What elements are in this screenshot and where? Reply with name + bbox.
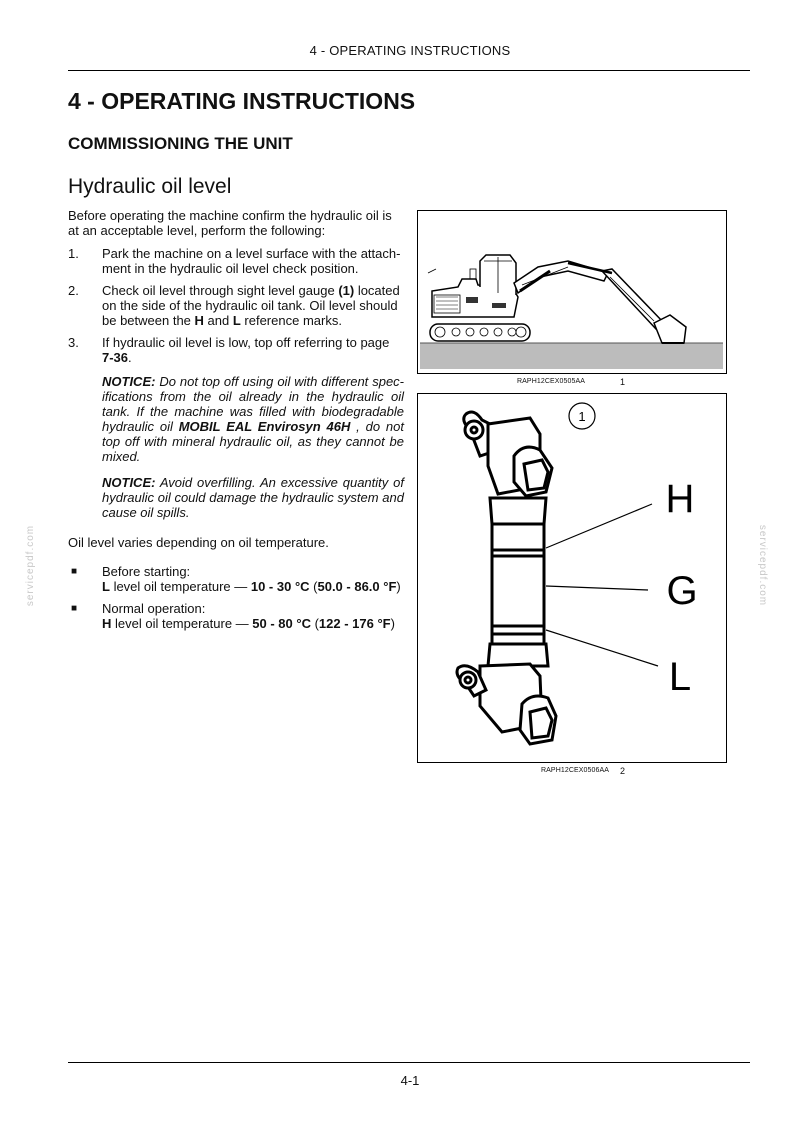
mark-l: L xyxy=(668,655,692,699)
section-title: COMMISSIONING THE UNIT xyxy=(68,134,293,153)
bullet-title: Before starting: xyxy=(102,564,191,579)
notice-2: NOTICE: Avoid overfilling. An excessive quantity of hydraulic oil could damage the hydraulic system and cause oil spills. xyxy=(102,475,404,520)
figure-2-number: 2 xyxy=(620,766,626,776)
bullet-icon: ■ xyxy=(71,566,78,577)
watermark-right: servicepdf.com xyxy=(757,524,769,607)
intro-paragraph: Before operating the machine confirm the hydraulic oil is at an acceptable level, perform the following: xyxy=(68,208,392,238)
step-1 xyxy=(68,246,404,278)
excavator-illustration xyxy=(418,211,726,373)
mark-h: H xyxy=(665,477,695,521)
header-rule xyxy=(68,70,750,71)
notice-label: NOTICE: xyxy=(102,475,156,490)
watermark-left: servicepdf.com xyxy=(25,524,37,607)
oil-product-name: MOBIL EAL Envirosyn 46H xyxy=(178,419,351,434)
figure-sight-gauge xyxy=(417,393,727,763)
footer-rule xyxy=(68,1062,750,1063)
bullet-normal-operation: ■ Normal operation: H level oil temperature — 50 - 80 °C (122 - 176 °F) xyxy=(71,601,395,631)
running-header: 4 - OPERATING INSTRUCTIONS xyxy=(309,43,511,58)
figure-1-number: 1 xyxy=(620,377,626,387)
step-3 xyxy=(68,335,404,367)
chapter-title: 4 - OPERATING INSTRUCTIONS xyxy=(68,88,416,114)
step-number: 1. xyxy=(68,246,79,261)
mark-g: G xyxy=(666,569,698,613)
step-text: Park the machine on a level surface with the attach-ment in the hydraulic oil level check position. xyxy=(102,246,401,276)
bullet-title: Normal operation: xyxy=(102,601,206,616)
step-text: If hydraulic oil level is low, top off referring to page 7-36. xyxy=(102,335,390,365)
callout-label: 1 xyxy=(578,409,586,424)
page-number: 4-1 xyxy=(400,1073,420,1088)
step-text: Check oil level through sight level gauge (1) located on the side of the hydraulic oil tank. Oil level should be between the H and L reference marks. xyxy=(102,283,400,328)
sight-gauge-illustration xyxy=(418,394,726,762)
figure-2-caption: RAPH12CEX0506AA xyxy=(541,767,610,774)
page-reference: 7-36 xyxy=(102,350,129,365)
figure-1-caption: RAPH12CEX0505AA xyxy=(517,378,586,385)
subsection-title: Hydraulic oil level xyxy=(68,175,232,198)
notice-label: NOTICE: xyxy=(102,374,156,389)
step-2 xyxy=(68,283,404,330)
bullet-before-starting: ■ Before starting: L level oil temperature — 10 - 30 °C (50.0 - 86.0 °F) xyxy=(71,564,401,594)
notice-1: NOTICE: Do not top off using oil with different spec-ifications from the oil already in the hydraulic oil tank. If the machine was filled with biodegradable hydraulic oil MOBIL EAL Envirosyn 46H , do not top off with mineral hydraulic oil, as they cannot be mixed. xyxy=(102,374,404,464)
temperature-paragraph: Oil level varies depending on oil temperature. xyxy=(68,535,329,550)
bullet-icon: ■ xyxy=(71,603,78,614)
figure-excavator xyxy=(417,210,727,374)
step-number: 2. xyxy=(68,283,79,298)
step-number: 3. xyxy=(68,335,79,350)
